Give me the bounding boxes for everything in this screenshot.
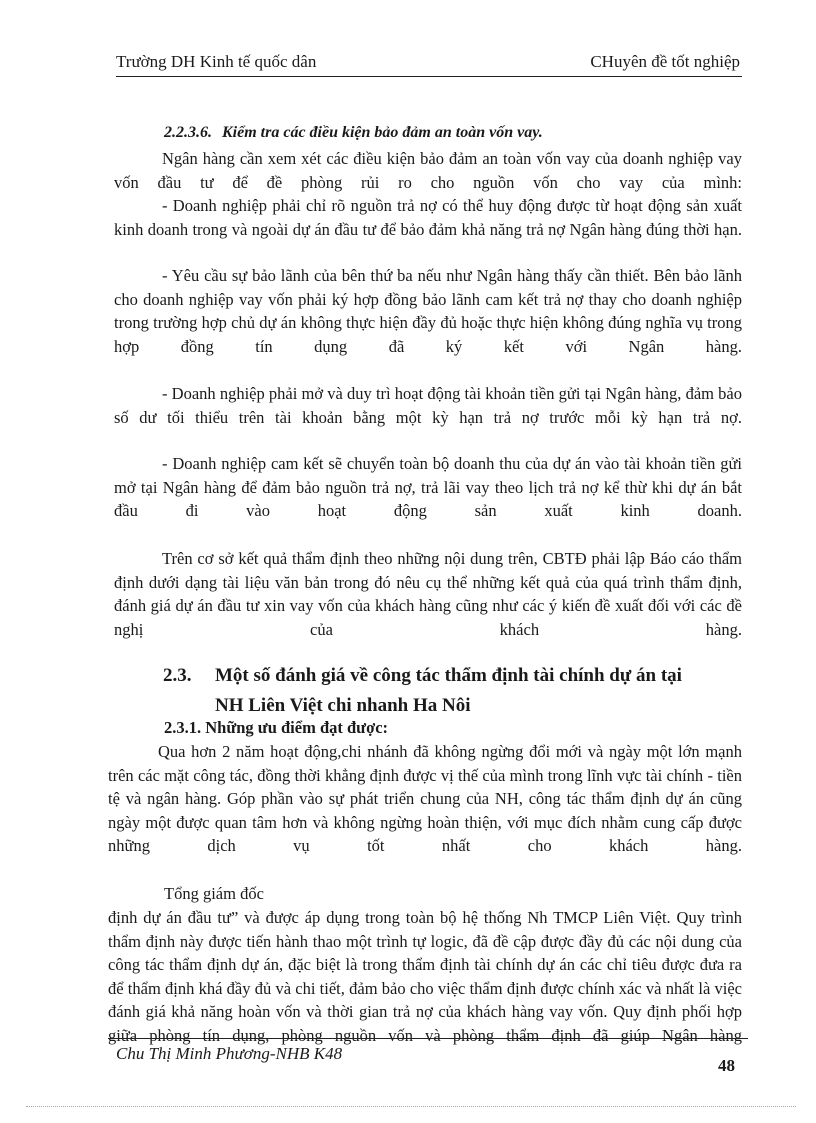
- paragraph-bullet-guarantee: - Yêu cầu sự bảo lãnh của bên thứ ba nếu như Ngân hàng thấy cần thiết. Bên bảo lãnh cho doanh nghiệp vay vốn phải ký hợp đồng bảo lãnh cam kết trả nợ thay cho doanh nghiệp trong trường hợp chủ dự án không thực hiện đầy đủ hoặc thực hiện không đúng nghĩa vụ trong hợp đồng tín dụng đã ký kết với Ngân hàng.: [114, 266, 742, 356]
- page-edge-line: [26, 1106, 796, 1107]
- section-number: 2.3.: [163, 665, 192, 686]
- section-number: 2.2.3.6.: [164, 124, 212, 141]
- paragraph-procedure: định dự án đầu tư” và được áp dụng trong toàn bộ hệ thống Nh TMCP Liên Việt. Quy trình thẩm định này được tiến hành thao một trình tự logic, đã đề cập được đầy đủ các nội dung của công tác thẩm định dự án, đặc biệt là trong thẩm định tài chính dự án các chỉ tiêu được đưa ra để thẩm định khá đầy đủ và chi tiết, đảm bảo cho việc thẩm định được chính xác và nhất là việc đánh giá khả năng hoàn vốn và thời gian trả nợ của khách hàng vay vốn. Quy định phối hợp giữa phòng tín dụng, phòng nguồn vốn và phòng thẩm định đã giúp Ngân hàng: [108, 908, 742, 1045]
- page-number: 48: [718, 1056, 735, 1075]
- section-title-line1: Một số đánh giá về công tác thẩm định tài chính dự án tại: [215, 665, 682, 686]
- paragraph-general-director: Tổng giám đốc: [164, 884, 264, 903]
- paragraph-report: Trên cơ sở kết quả thẩm định theo những nội dung trên, CBTĐ phải lập Báo cáo thẩm định dưới dạng tài liệu văn bản trong đó nêu cụ thể những kết quả của quá trình thẩm định, đánh giá dự án đầu tư xin vay vốn của khách hàng cũng như các ý kiến đề xuất đối với các đề nghị của khách hàng.: [114, 549, 742, 639]
- paragraph-bullet-revenue: - Doanh nghiệp cam kết sẽ chuyển toàn bộ doanh thu của dự án vào tài khoản tiền gửi mở tại Ngân hàng để đảm bảo nguồn trả nợ, trả lãi vay theo lịch trả nợ kể thừ khi dự án bắt đầu đi vào hoạt động sản xuất kinh doanh.: [114, 454, 742, 520]
- footer-divider: [108, 1038, 748, 1039]
- header-school: Trường DH Kinh tế quốc dân: [116, 52, 317, 71]
- paragraph-intro: Ngân hàng cần xem xét các điều kiện bảo đảm an toàn vốn vay của doanh nghiệp vay vốn đầu tư để đề phòng rủi ro cho nguồn vốn cho vay của mình:: [114, 149, 742, 192]
- paragraph-strengths: Qua hơn 2 năm hoạt động,chi nhánh đã không ngừng đổi mới và ngày một lớn mạnh trên các mặt công tác, đồng thời khẳng định được vị thế của mình trong lĩnh vực tài chính - tiền tệ và ngân hàng. Góp phần vào sự phát triển chung của NH, công tác thẩm định dự án cũng ngày một được quan tâm hơn và không ngừng hoàn thiện, với mục đích nhằm cung cấp được những dịch vụ tốt nhất cho khách hàng.: [108, 742, 742, 855]
- section-heading-2236: [164, 124, 543, 142]
- section-title: Kiểm tra các điều kiện bảo đảm an toàn vốn vay.: [222, 124, 543, 141]
- footer-author: Chu Thị Minh Phương-NHB K48: [116, 1044, 343, 1063]
- header-title: CHuyên đề tốt nghiệp: [590, 52, 740, 71]
- paragraph-bullet-repayment: - Doanh nghiệp phải chỉ rõ nguồn trả nợ có thể huy động được từ hoạt động sản xuất kinh doanh trong và ngoài dự án đầu tư để bảo đảm khả năng trả nợ Ngân hàng đúng thời hạn.: [114, 196, 742, 239]
- page-header: [116, 52, 740, 76]
- paragraph-bullet-account: - Doanh nghiệp phải mở và duy trì hoạt động tài khoản tiền gửi tại Ngân hàng, đảm bảo số dư tối thiểu trên tài khoản bằng một kỳ hạn trả nợ trước mỗi kỳ hạn trả nợ.: [114, 384, 742, 427]
- section-heading-231: 2.3.1. Những ưu điểm đạt được:: [164, 718, 389, 737]
- header-divider: [116, 76, 742, 77]
- section-title-line2: NH Liên Việt chi nhanh Ha Nôi: [215, 695, 471, 716]
